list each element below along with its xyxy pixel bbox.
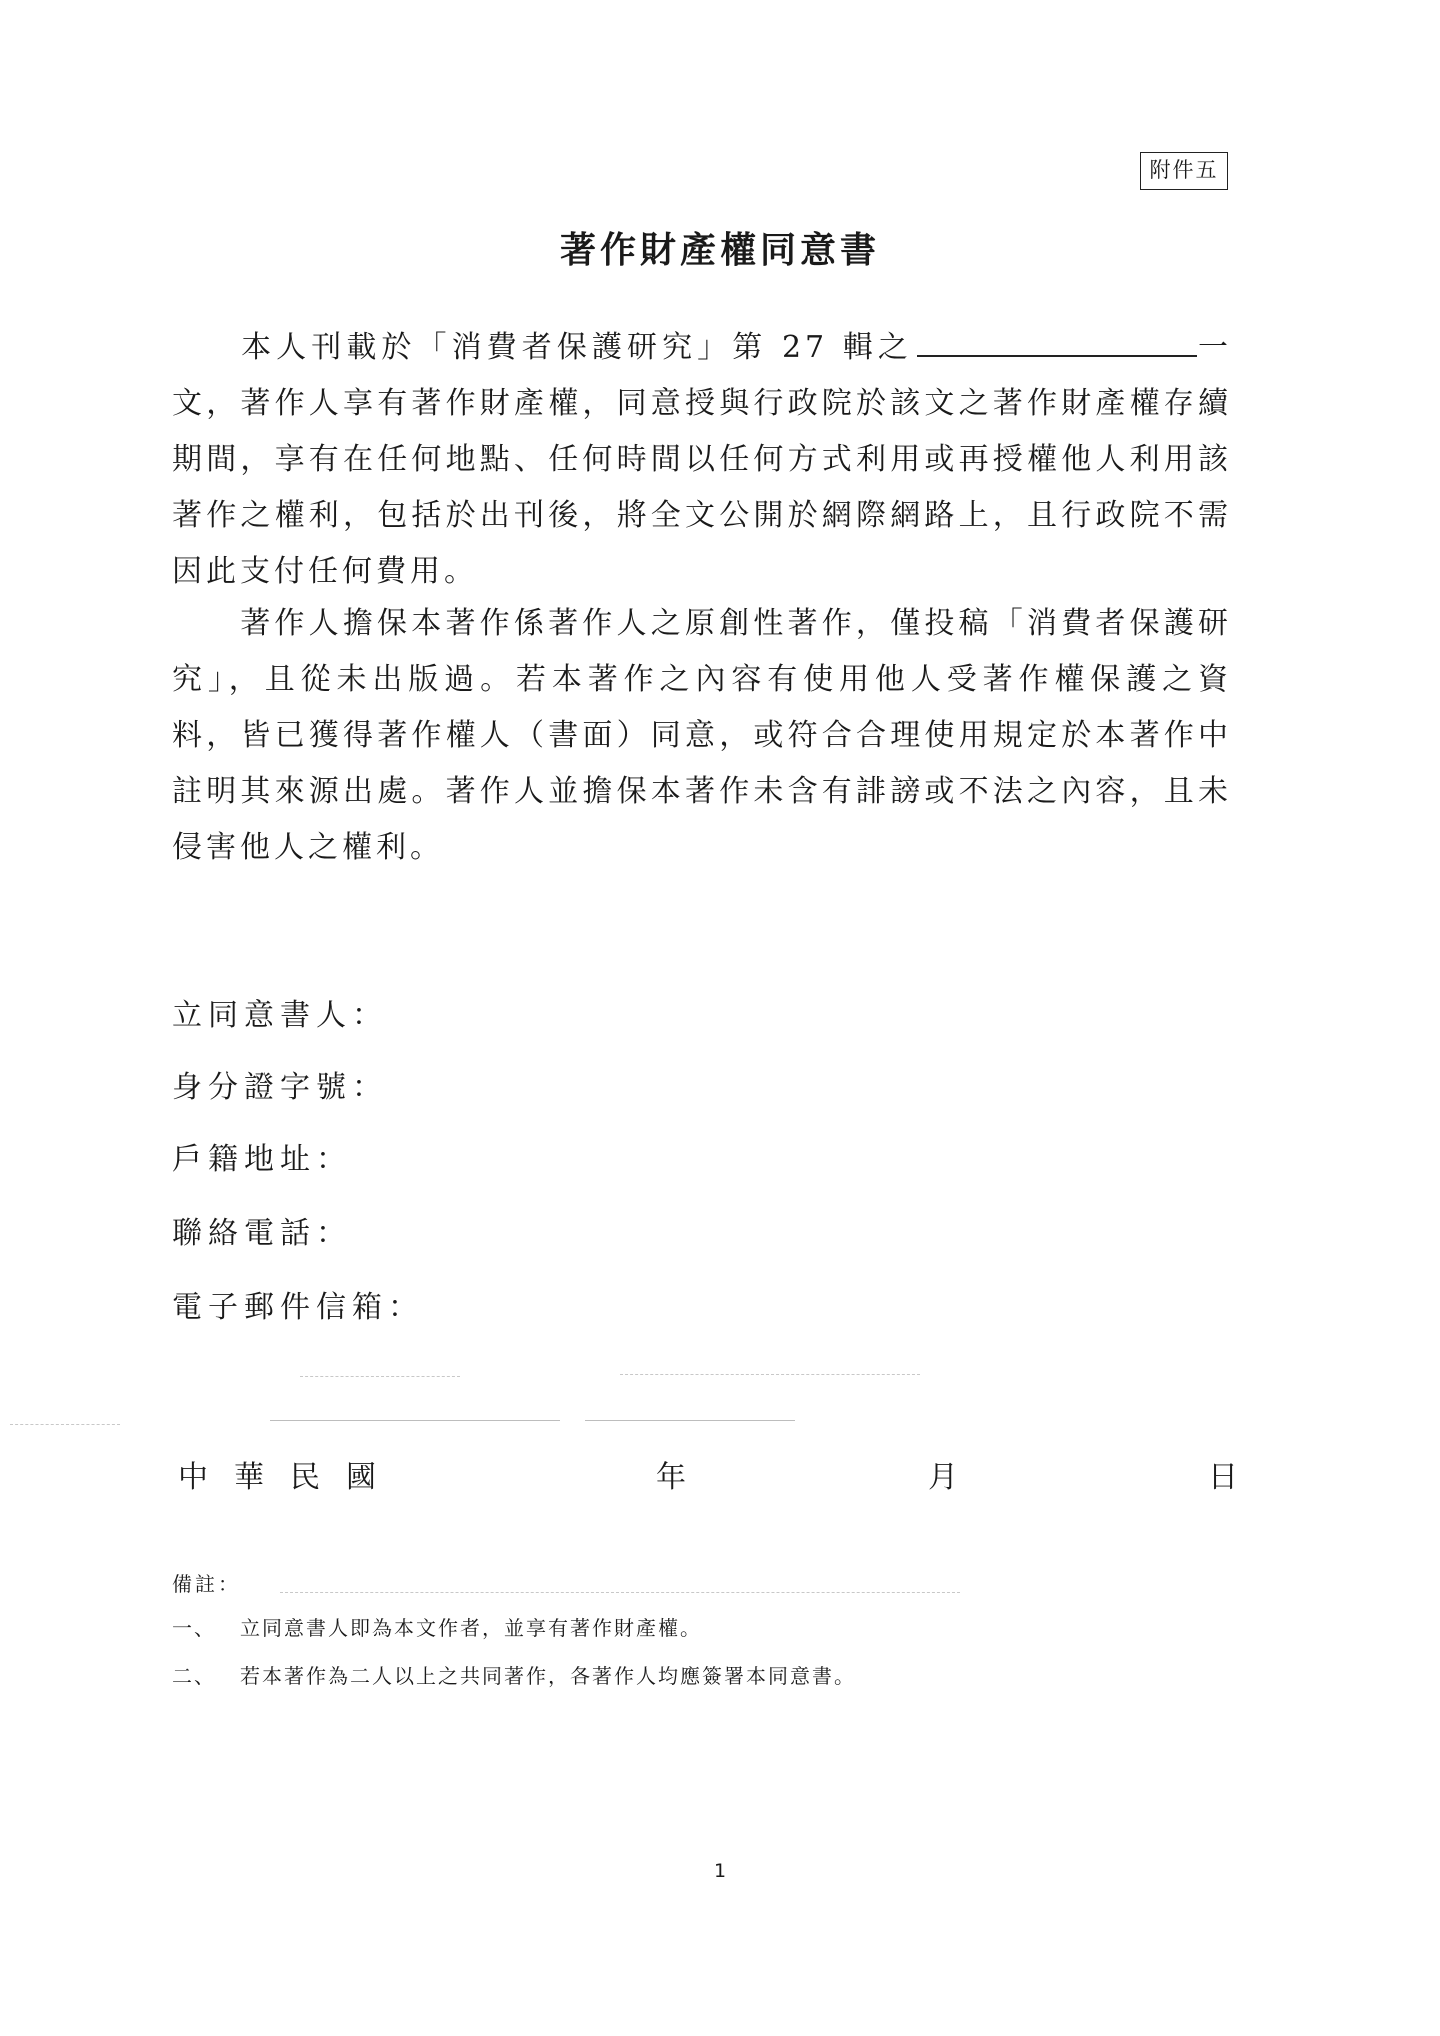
scan-artifact-line	[300, 1376, 460, 1377]
note-text: 若本著作為二人以上之共同著作，各著作人均應簽署本同意書。	[240, 1664, 856, 1688]
date-month-label: 月	[928, 1460, 958, 1495]
annex-label: 附件五	[1140, 152, 1228, 190]
paragraph-warranty	[172, 596, 1232, 876]
note-item	[172, 1612, 702, 1641]
scan-artifact-line	[280, 1592, 960, 1593]
date-day-label: 日	[1208, 1460, 1238, 1495]
note-number: 一、	[172, 1616, 216, 1640]
signer-field-label: 立同意書人：	[172, 998, 388, 1033]
address-field-label: 戶籍地址：	[172, 1142, 352, 1177]
phone-field-label: 聯絡電話：	[172, 1216, 352, 1251]
date-era-label: 中華民國	[178, 1460, 402, 1495]
note-number: 二、	[172, 1664, 216, 1688]
notes-title: 備註：	[172, 1572, 241, 1596]
email-field-label: 電子郵件信箱：	[172, 1290, 424, 1325]
date-year-label: 年	[656, 1460, 686, 1495]
note-item	[172, 1660, 856, 1689]
page-number: 1	[713, 1860, 727, 1882]
paragraph-warranty-text: 著作人擔保本著作係著作人之原創性著作，僅投稿「消費者保護研究」，且從未出版過。若本著作之內容有使用他人受著作權保護之資料，皆已獲得著作權人（書面）同意，或符合合理使用規定於本著作中註明其來源出處。著作人並擔保本著作未含有誹謗或不法之內容，且未侵害他人之權利。	[172, 606, 1232, 865]
paragraph-consent-body: 一文，著作人享有著作財產權，同意授與行政院於該文之著作財產權存續期間，享有在任何地點、任何時間以任何方式利用或再授權他人利用該著作之權利，包括於出刊後，將全文公開於網際網路上，且行政院不需因此支付任何費用。	[172, 330, 1233, 589]
scan-artifact-line	[620, 1374, 920, 1375]
document-title: 著作財產權同意書	[559, 230, 880, 271]
article-title-blank[interactable]	[917, 325, 1197, 357]
paragraph-consent-lead: 本人刊載於「消費者保護研究」第 27 輯之	[240, 330, 913, 365]
id-number-field-label: 身分證字號：	[172, 1070, 388, 1105]
scan-artifact-line	[270, 1420, 560, 1421]
scan-artifact-line	[10, 1424, 120, 1425]
note-text: 立同意書人即為本文作者，並享有著作財產權。	[240, 1616, 702, 1640]
paragraph-consent	[172, 320, 1232, 600]
scan-artifact-line	[585, 1420, 795, 1421]
